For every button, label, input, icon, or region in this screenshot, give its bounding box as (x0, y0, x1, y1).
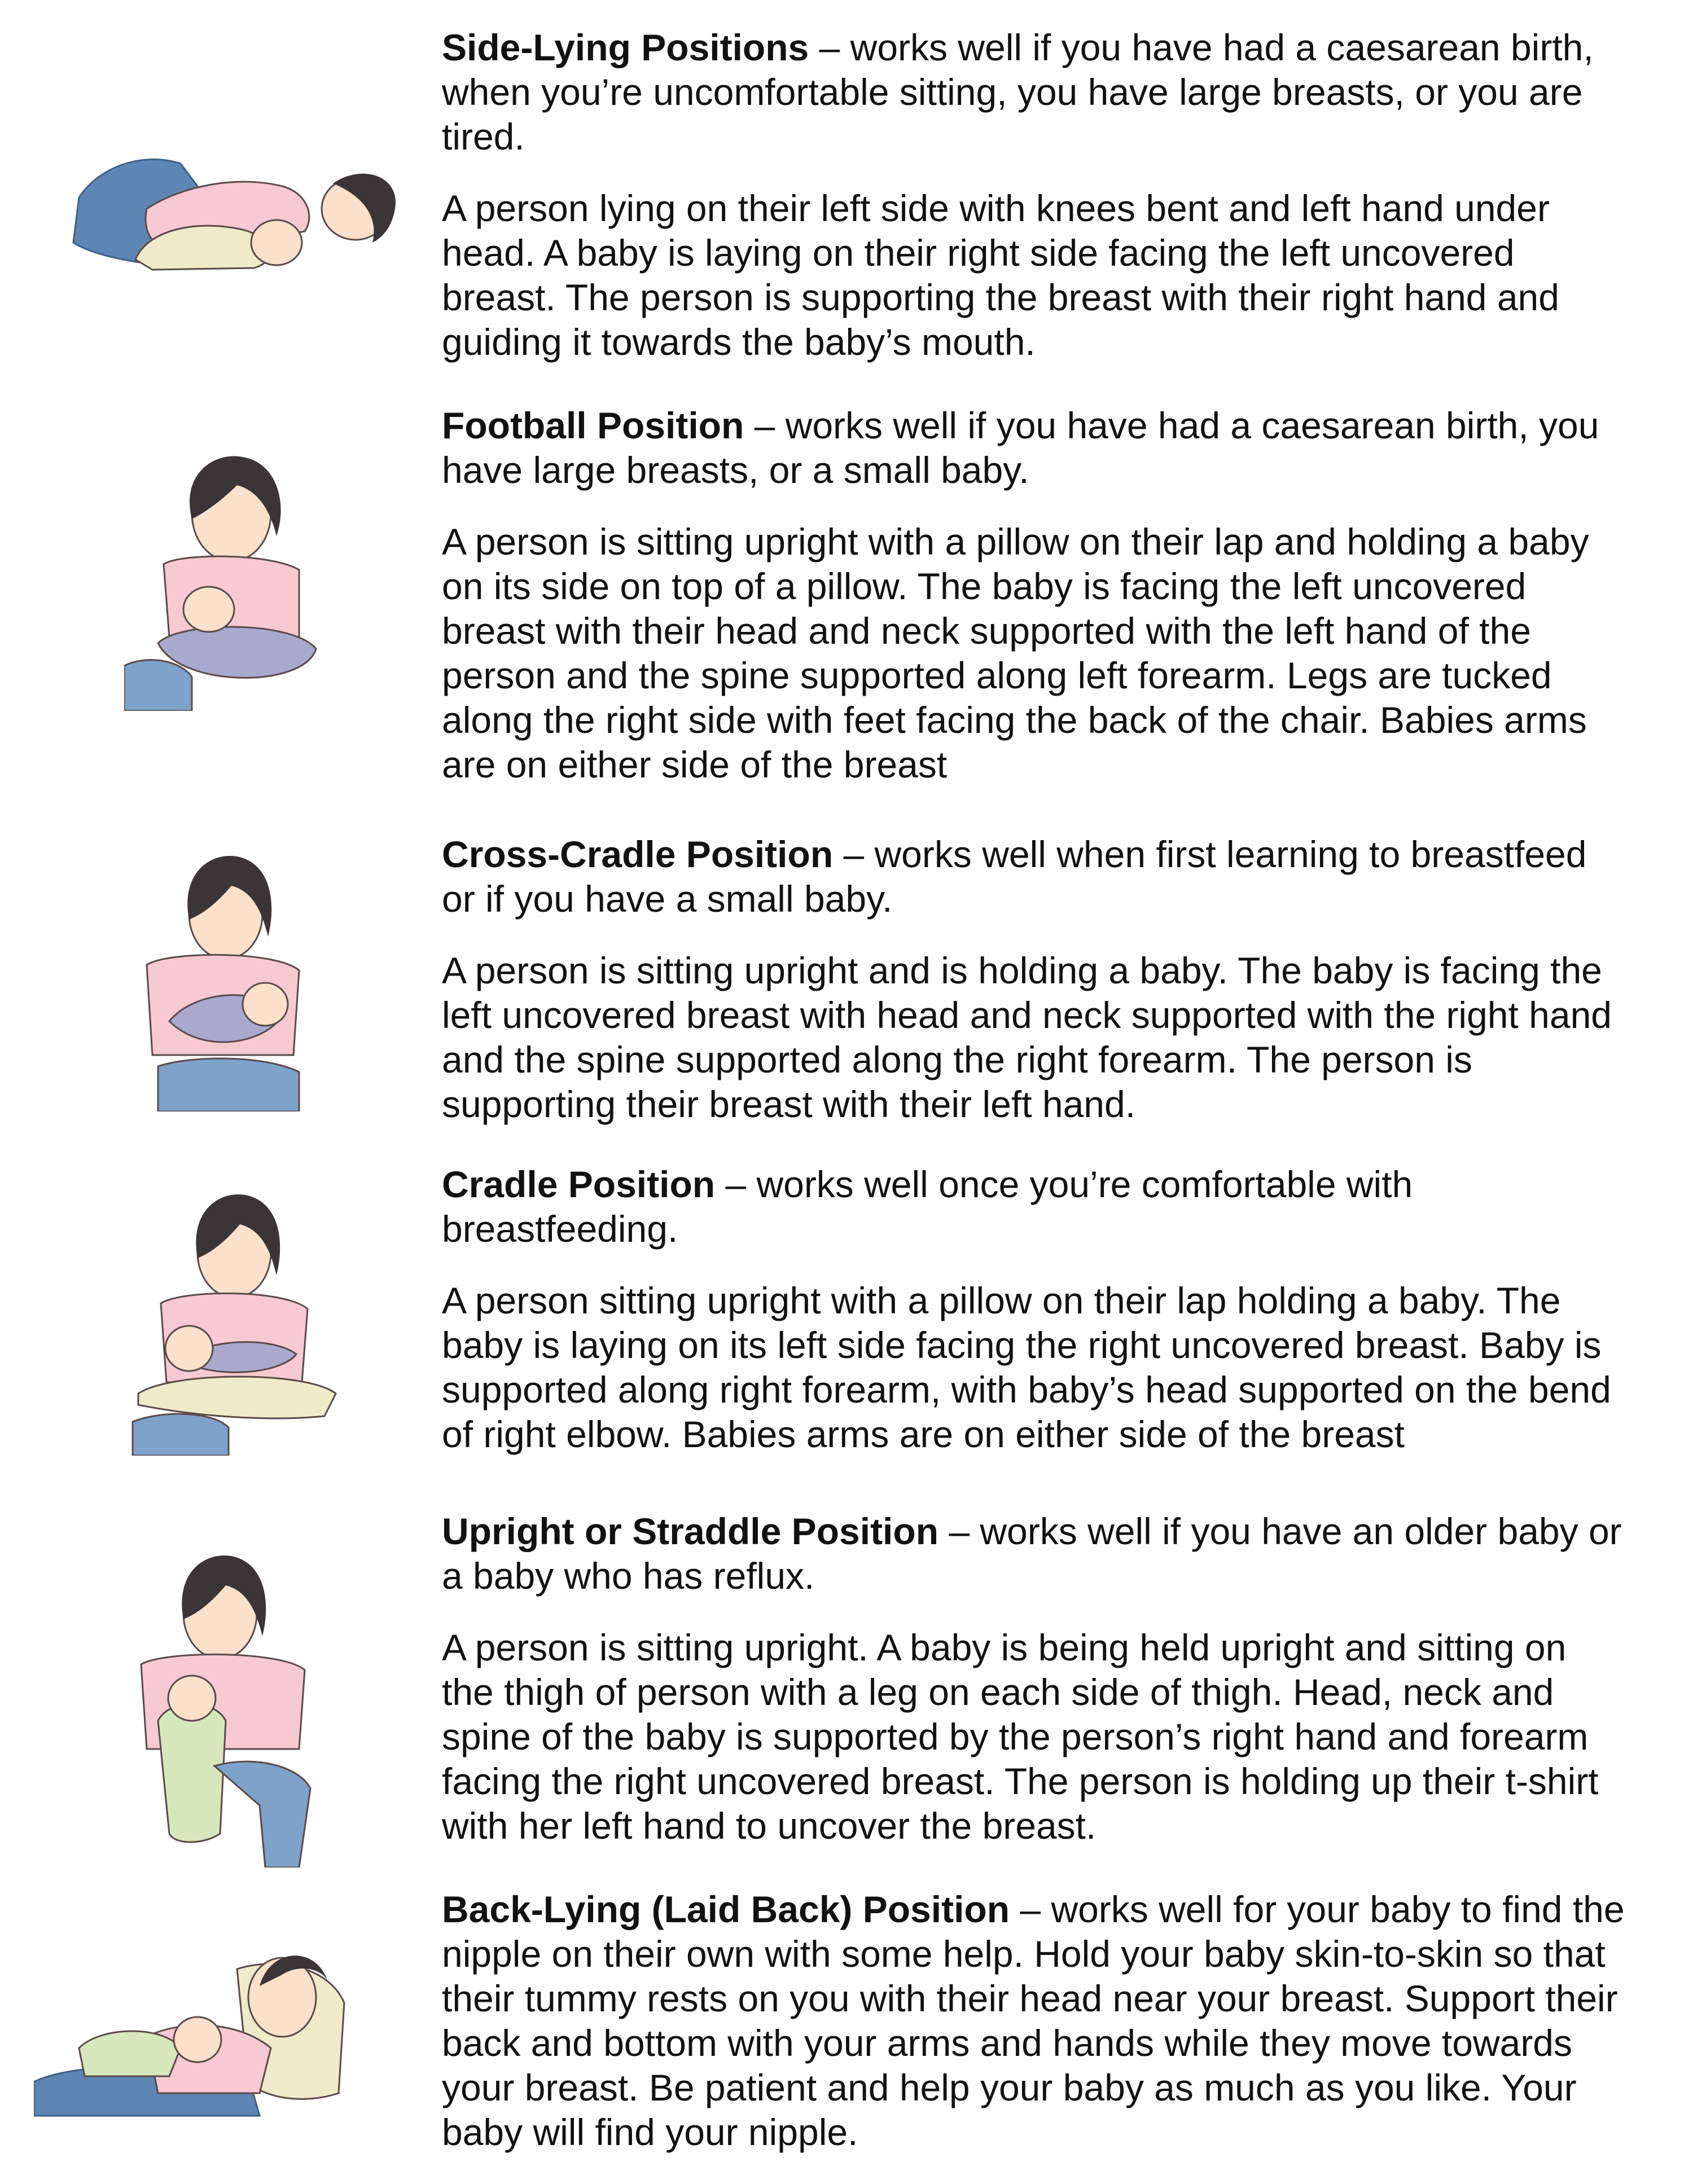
side-lying-illustration (68, 130, 406, 271)
position-title: Cradle Position (442, 1163, 716, 1205)
position-summary: Back-Lying (Laid Back) Position – works well for your baby to find the nipple on their own with some help. Hold your baby skin-to-skin so that their tummy rests on you with their head near your breast. Support their back and bottom with your arms and hands while they move towards your breast. Be patient and help your baby as much as you like. Your baby will find your nipple. (442, 1888, 1625, 2153)
position-description: A person is sitting upright. A baby is being held upright and sitting on the thigh of person with a leg on each side of thigh. Head, neck and spine of the baby is supported by the person’s right hand and forearm facing the right uncovered breast. The person is holding up their t-shirt with her left hand to uncover the breast. (442, 1627, 1599, 1847)
cross-cradle-illustration (135, 852, 316, 1111)
position-summary: Cross-Cradle Position – works well when first learning to breastfeed or if you have a small baby. (442, 833, 1587, 920)
position-description: A person lying on their left side with knees bent and left hand under head. A baby is laying on their right side facing the left uncovered breast. The person is supporting the breast with their right hand and guiding it towards the baby’s mouth. (442, 187, 1559, 363)
position-title: Side-Lying Positions (442, 27, 809, 68)
position-title: Football Position (442, 405, 744, 446)
position-title: Upright or Straddle Position (442, 1510, 939, 1552)
back-lying-illustration (34, 1935, 350, 2121)
position-summary: Side-Lying Positions – works well if you have had a caesarean birth, when you’re uncomfortable sitting, you have large breasts, or you are tired. (442, 27, 1594, 157)
position-title: Back-Lying (Laid Back) Position (442, 1888, 1010, 1930)
position-summary: Football Position – works well if you have had a caesarean birth, you have large breasts, or a small baby. (442, 405, 1599, 491)
position-title: Cross-Cradle Position (442, 833, 834, 875)
position-summary: Upright or Straddle Position – works well if you have an older baby or a baby who has reflux. (442, 1510, 1622, 1597)
position-description: A person is sitting upright and is holding a baby. The baby is facing the left uncovered breast with head and neck supported with the right hand and the spine supported along the right forearm. The person is supporting their breast with their left hand. (442, 950, 1612, 1125)
cradle-illustration (127, 1190, 341, 1456)
upright-illustration (130, 1552, 322, 1867)
football-illustration (124, 451, 339, 711)
position-summary: Cradle Position – works well once you’re comfortable with breastfeeding. (442, 1163, 1413, 1250)
position-description: A person sitting upright with a pillow on their lap holding a baby. The baby is laying on its left side facing the right uncovered breast. Baby is supported along right forearm, with baby’s head supported on the bend of right elbow. Babies arms are on either side of the breast (442, 1280, 1611, 1455)
position-description: A person is sitting upright with a pillow on their lap and holding a baby on its side on top of a pillow. The baby is facing the left uncovered breast with their head and neck supported with the left hand of the person and the spine supported along left forearm. Legs are tucked along the right side with feet facing the back of the chair. Babies arms are on either side of the breast (442, 521, 1589, 785)
